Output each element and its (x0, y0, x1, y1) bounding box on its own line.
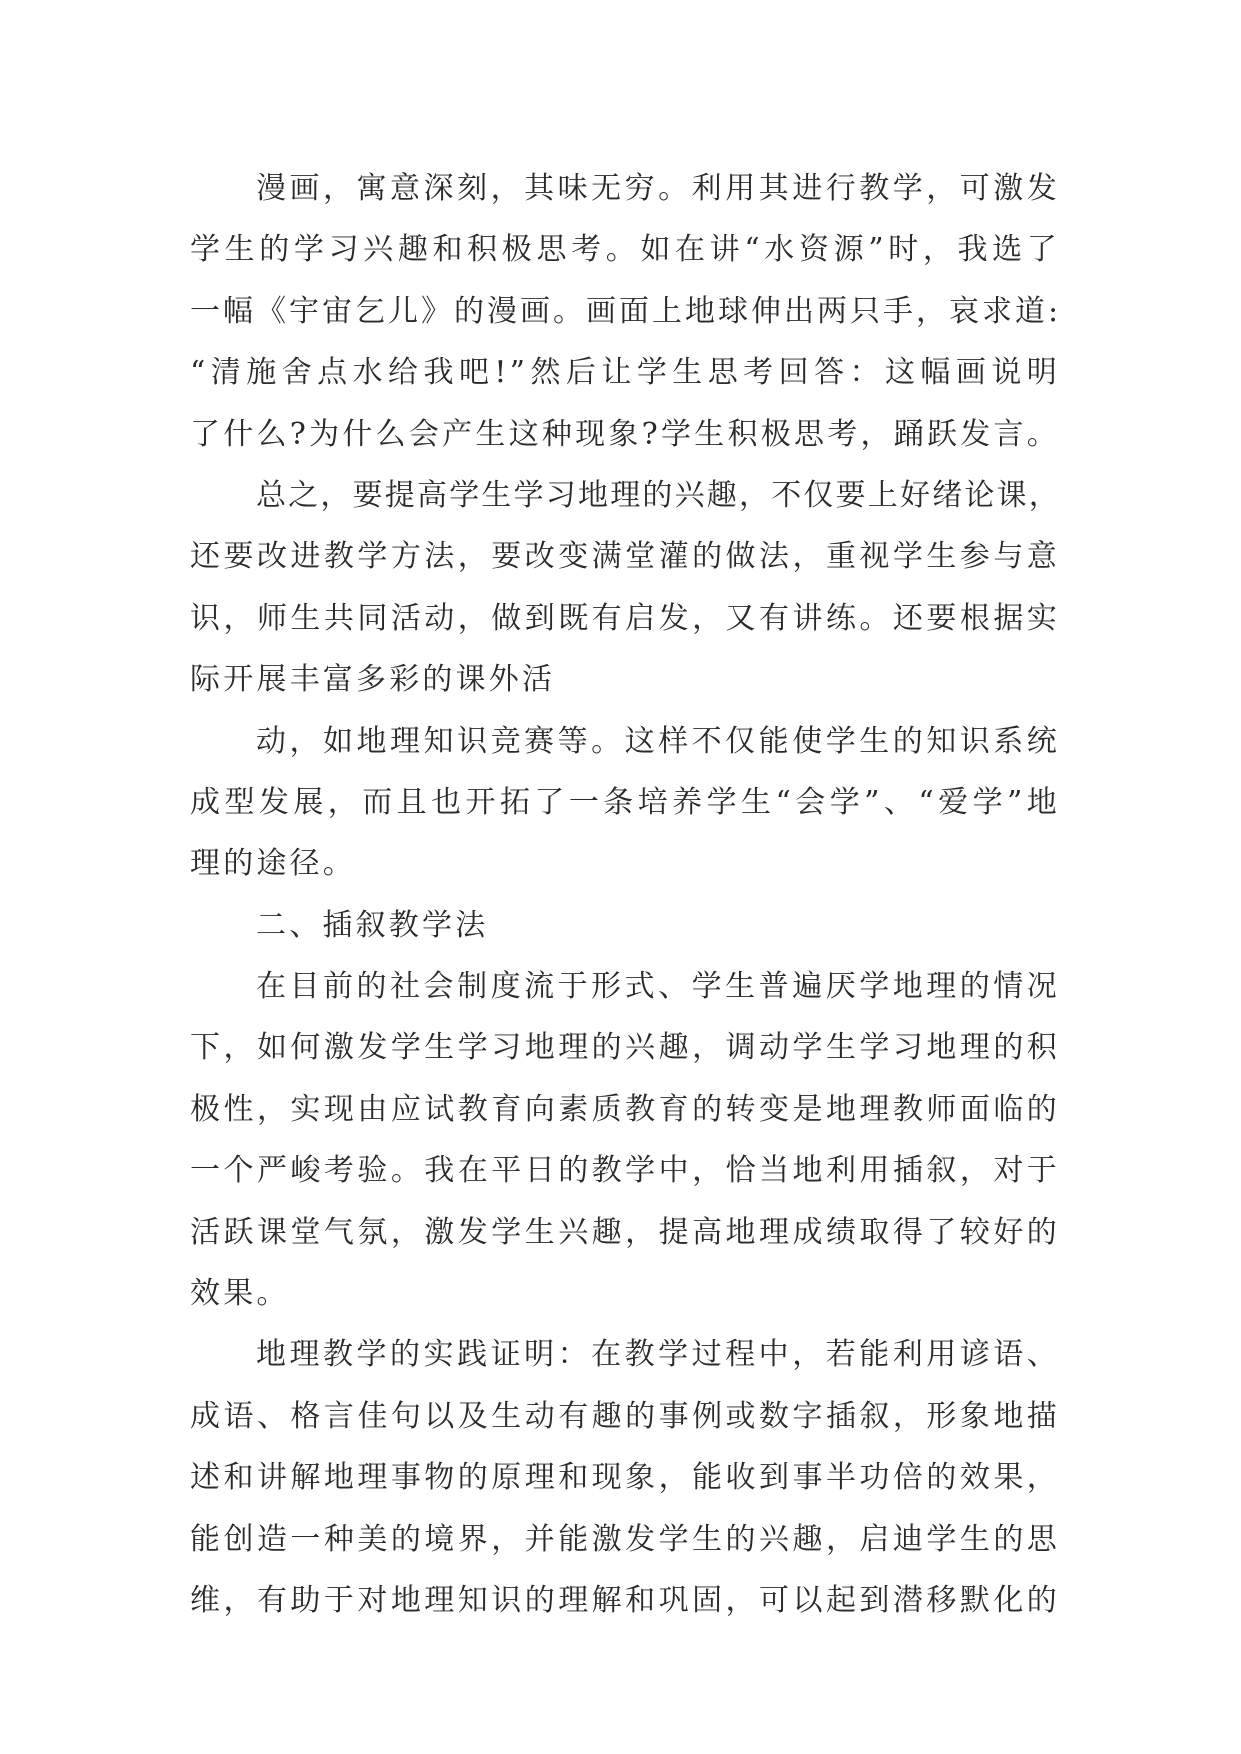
text-line: 际开展丰富多彩的课外活 (190, 662, 556, 698)
text-line: 一个严峻考验。我在平日的教学中，恰当地利用插叙，对于 (190, 1153, 1060, 1189)
text-line: 维，有助于对地理知识的理解和巩固，可以起到潜移默化的 (190, 1582, 1060, 1618)
text-line: 极性，实现由应试教育向素质教育的转变是地理教师面临的 (190, 1091, 1060, 1127)
text-line: 成型发展，而且也开拓了一条培养学生“会学”、“爱学”地 (190, 784, 1060, 820)
text-line: 动，如地理知识竞赛等。这样不仅能使学生的知识系统 (256, 723, 1060, 759)
text-line: 能创造一种美的境界，并能激发学生的兴趣，启迪学生的思 (190, 1521, 1060, 1557)
text-line: 二、插叙教学法 (256, 907, 489, 943)
text-line: 地理教学的实践证明：在教学过程中，若能利用谚语、 (256, 1337, 1060, 1373)
text-line: 总之，要提高学生学习地理的兴趣，不仅要上好绪论课， (256, 477, 1061, 513)
text-line: 了什么?为什么会产生这种现象?学生积极思考，踊跃发言。 (190, 416, 1060, 452)
body-text (190, 158, 1060, 1631)
text-line: 识，师生共同活动，做到既有启发，又有讲练。还要根据实 (190, 600, 1060, 636)
text-line: 漫画，寓意深刻，其味无穷。利用其进行教学，可激发 (256, 171, 1060, 206)
text-line: 效果。 (190, 1276, 290, 1312)
text-line: 下，如何激发学生学习地理的兴趣，调动学生学习地理的积 (190, 1030, 1060, 1066)
text-line: 学生的学习兴趣和积极思考。如在讲“水资源”时，我选了 (190, 232, 1060, 268)
text-line: 成语、格言佳句以及生动有趣的事例或数字插叙，形象地描 (190, 1398, 1060, 1434)
text-line: 一幅《宇宙乞儿》的漫画。画面上地球伸出两只手，哀求道: (190, 293, 1062, 329)
text-line: 还要改进教学方法，要改变满堂灌的做法，重视学生参与意 (190, 539, 1060, 575)
text-line: 理的途径。 (190, 846, 356, 882)
text-line: “清施舍点水给我吧!”然后让学生思考回答：这幅画说明 (190, 355, 1060, 391)
text-line: 活跃课堂气氛，激发学生兴趣，提高地理成绩取得了较好的 (190, 1214, 1060, 1250)
text-line: 在目前的社会制度流于形式、学生普遍厌学地理的情况 (256, 969, 1060, 1005)
text-line: 述和讲解地理事物的原理和现象，能收到事半功倍的效果， (190, 1460, 1060, 1496)
